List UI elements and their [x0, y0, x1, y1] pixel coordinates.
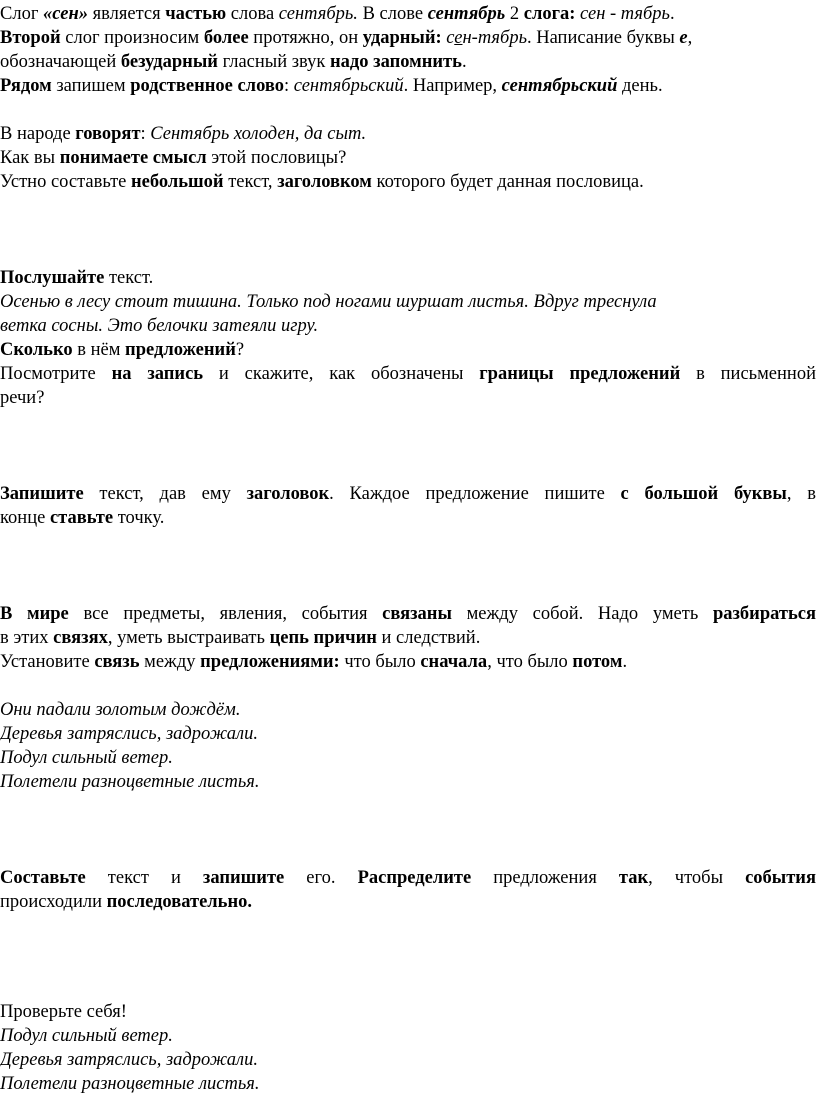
self-check-heading: Проверьте себя! — [0, 1002, 127, 1022]
answer-sentence-item: Полетели разноцветные листья. — [0, 1074, 260, 1094]
text-run: 2 — [505, 4, 524, 24]
text-run: Распределите — [357, 868, 472, 888]
text-run: события — [745, 868, 816, 888]
story-text-line-2: ветка сосны. Это белочки затеяли игру. — [0, 316, 319, 336]
text-run: Рядом — [0, 76, 52, 96]
text-run: . Каждое предложение пишите — [329, 484, 621, 504]
text-run: заголовок — [246, 484, 330, 504]
text-run: сентябрь. — [278, 4, 358, 24]
text-run: понимаете смысл — [59, 148, 207, 168]
text-run: : — [283, 76, 294, 96]
write-task-line-1 — [0, 482, 816, 506]
boundaries-question-line-2: речи? — [0, 388, 45, 408]
text-run: В народе — [0, 124, 76, 144]
text-run: текст и — [85, 868, 203, 888]
text-run: более — [203, 28, 249, 48]
text-run: Составьте — [0, 868, 86, 888]
boundaries-question-line-1 — [0, 362, 816, 386]
answer-sentence-item: Подул сильный ветер. — [0, 1026, 173, 1046]
text-run: заголовком — [277, 172, 372, 192]
text-run: которого будет данная пословица. — [371, 172, 644, 192]
text-run: сначала — [420, 652, 488, 672]
text-run: Установите — [0, 652, 95, 672]
text-run: сентябрьский — [501, 76, 618, 96]
text-run: с большой буквы — [620, 484, 787, 504]
text-run: на запись — [111, 364, 204, 384]
text-run: запишем — [51, 76, 131, 96]
text-run: день. — [617, 76, 663, 96]
proverb-line — [0, 122, 816, 146]
sentence-item: Подул сильный ветер. — [0, 748, 173, 768]
text-run: и следствий. — [376, 628, 481, 648]
text-run: . — [461, 52, 467, 72]
text-run: . — [669, 4, 675, 24]
text-run: границы предложений — [479, 364, 681, 384]
text-run: «сен» — [43, 4, 88, 24]
text-run: сентябрь — [427, 4, 506, 24]
text-run: текст, — [223, 172, 278, 192]
text-run: все предметы, явления, события — [68, 604, 383, 624]
text-run: В мире — [0, 604, 69, 624]
answer-sentence-item: Деревья затряслись, задрожали. — [0, 1050, 258, 1070]
story-text-line-1: Осенью в лесу стоит тишина. Только под ногами шуршат листья. Вдруг треснула — [0, 292, 657, 312]
text-run: связаны — [382, 604, 452, 624]
text-run: Посмотрите — [0, 364, 112, 384]
text-run: этой пословицы? — [206, 148, 347, 168]
text-run: безударный — [120, 52, 218, 72]
text-run: родственное слово — [130, 76, 284, 96]
text-run: , чтобы — [648, 868, 746, 888]
text-run: , в — [786, 484, 816, 504]
paragraph-syllable-line-2 — [0, 26, 816, 50]
text-run: е — [679, 28, 688, 48]
write-task-line-2 — [0, 506, 816, 530]
text-run: Второй — [0, 28, 61, 48]
compose-task-line-2 — [0, 890, 816, 914]
text-run: что было — [339, 652, 421, 672]
stressed-vowel: е — [454, 28, 463, 48]
text-run: слог произносим — [60, 28, 204, 48]
text-run: сентябрьский — [293, 76, 404, 96]
text-run: ставьте — [49, 508, 114, 528]
text-run: в письменной — [680, 364, 816, 384]
listen-task — [0, 266, 816, 290]
text-run: гласный звук — [217, 52, 330, 72]
connections-line-3 — [0, 650, 816, 674]
text-run: . Например, — [403, 76, 502, 96]
text-run: разбираться — [712, 604, 816, 624]
text-run: , — [687, 28, 693, 48]
text-run: текст, дав ему — [83, 484, 247, 504]
text-run: цепь причин — [269, 628, 377, 648]
text-run: является — [88, 4, 166, 24]
text-run: в этих — [0, 628, 54, 648]
text-run: запишите — [202, 868, 285, 888]
text-run: : — [140, 124, 151, 144]
text-run: сен - тябрь — [575, 4, 670, 24]
text-run: в нём — [72, 340, 126, 360]
text-run: надо запомнить — [330, 52, 462, 72]
proverb-task — [0, 170, 816, 194]
paragraph-syllable-line-4 — [0, 74, 816, 98]
sentence-item: Деревья затряслись, задрожали. — [0, 724, 258, 744]
text-run: между собой. Надо уметь — [451, 604, 713, 624]
text-run: предложений — [125, 340, 236, 360]
text-run: его. — [284, 868, 358, 888]
text-run: Как вы — [0, 148, 60, 168]
text-run: ? — [235, 340, 245, 360]
text-run: точку. — [113, 508, 165, 528]
text-run: слова — [226, 4, 279, 24]
paragraph-syllable-line-1 — [0, 2, 816, 26]
sentence-item: Полетели разноцветные листья. — [0, 772, 260, 792]
text-run: Сколько — [0, 340, 73, 360]
text-run: небольшой — [131, 172, 224, 192]
text-run: так — [618, 868, 649, 888]
text-run: предложениями: — [200, 652, 340, 672]
text-run: с — [441, 28, 455, 48]
text-run: ударный: — [362, 28, 442, 48]
text-run: между — [139, 652, 201, 672]
text-run: потом — [572, 652, 623, 672]
text-run: Запишите — [0, 484, 84, 504]
text-run: предложения — [471, 868, 619, 888]
text-run: В слове — [357, 4, 428, 24]
text-run: связь — [94, 652, 140, 672]
text-run: последовательно. — [106, 892, 252, 912]
paragraph-syllable-line-3 — [0, 50, 816, 74]
text-run: протяжно, он — [248, 28, 363, 48]
compose-task-line-1 — [0, 866, 816, 890]
text-run: происходили — [0, 892, 107, 912]
text-run: обозначающей — [0, 52, 121, 72]
text-run: , уметь выстраивать — [107, 628, 270, 648]
connections-line-1 — [0, 602, 816, 626]
sentence-count-question — [0, 338, 816, 362]
sentence-item: Они падали золотым дождём. — [0, 700, 241, 720]
text-run: говорят — [75, 124, 141, 144]
text-run: . Написание буквы — [526, 28, 680, 48]
text-run: , что было — [487, 652, 573, 672]
proverb-text: Сентябрь холоден, да сыт. — [150, 124, 367, 144]
text-run: частью — [165, 4, 227, 24]
text-run: Послушайте — [0, 268, 105, 288]
text-run: Устно составьте — [0, 172, 131, 192]
text-run: и скажите, как обозначены — [203, 364, 480, 384]
text-run: конце — [0, 508, 50, 528]
text-run: связях — [53, 628, 108, 648]
text-run: Слог — [0, 4, 44, 24]
text-run: текст. — [104, 268, 154, 288]
text-run: н-тябрь — [462, 28, 527, 48]
text-run: . — [622, 652, 628, 672]
connections-line-2 — [0, 626, 816, 650]
proverb-question — [0, 146, 816, 170]
text-run: слога: — [523, 4, 576, 24]
